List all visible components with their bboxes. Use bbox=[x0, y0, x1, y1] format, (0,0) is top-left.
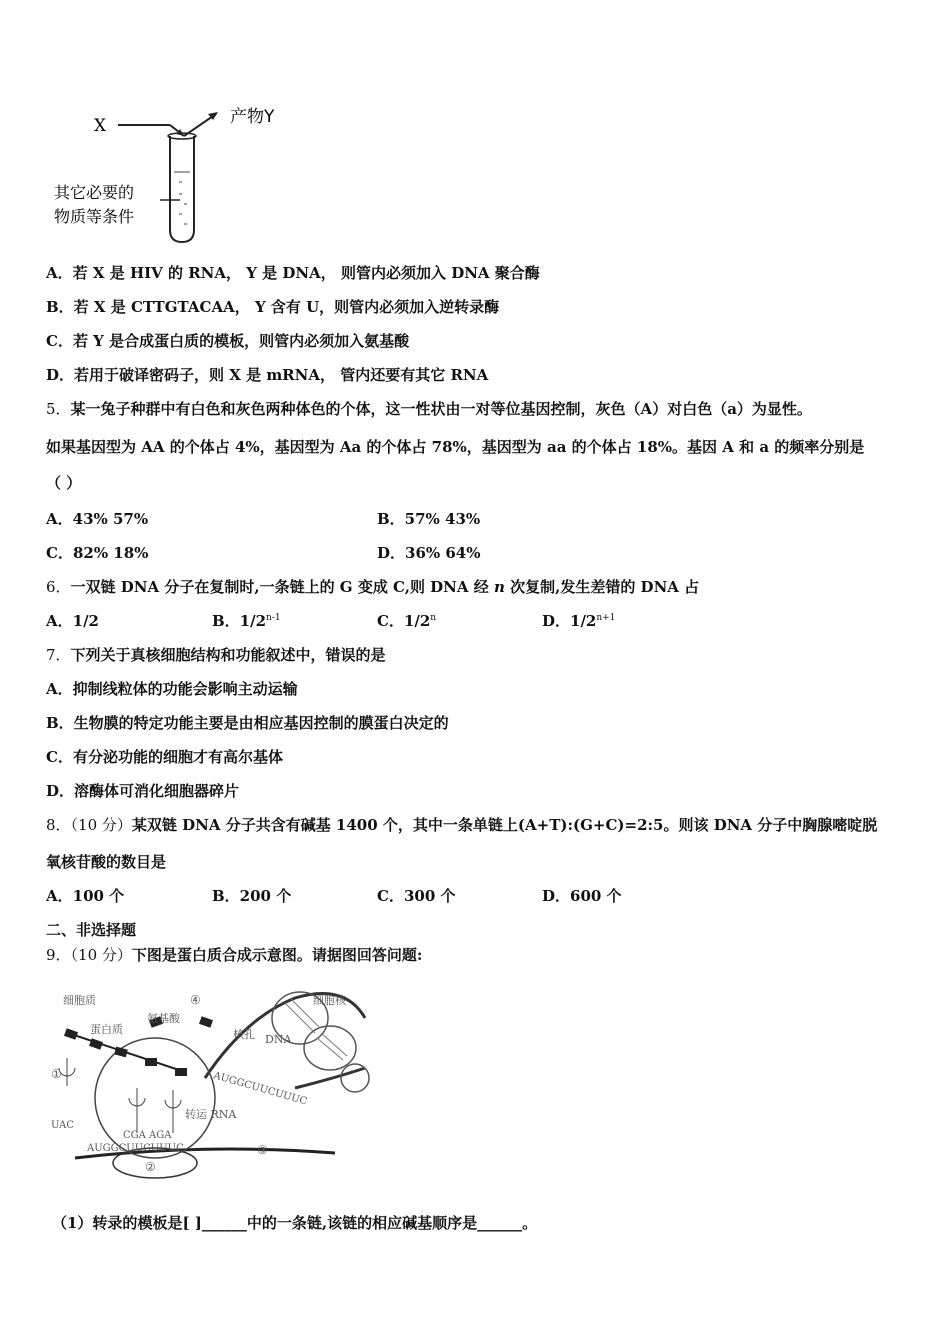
q7-stem-text: 下列关于真核细胞结构和功能叙述中，错误的是 bbox=[70, 646, 386, 664]
fig-label-amino-acid: 氨基酸 bbox=[147, 1012, 180, 1025]
fig-label-uac: UAC bbox=[51, 1120, 74, 1131]
q4-option-b: B．若 X 是 CTTGTACAA， Y 含有 U，则管内必须加入逆转录酶 bbox=[46, 298, 500, 316]
q7-stem bbox=[46, 644, 386, 665]
q8-option-a: A．100 个 bbox=[46, 887, 125, 905]
fig-label-dna: DNA bbox=[265, 1033, 292, 1046]
q8-stem-line-2: 氧核苷酸的数目是 bbox=[46, 853, 167, 871]
q7-option-c: C．有分泌功能的细胞才有高尔基体 bbox=[46, 748, 283, 766]
q6-stem-pre: 一双链 DNA 分子在复制时,一条链上的 G 变成 C,则 DNA 经 bbox=[70, 578, 494, 596]
q6-stem bbox=[46, 576, 699, 597]
q8-option-d: D．600 个 bbox=[542, 887, 622, 905]
q6-option-a: A．1/2 bbox=[46, 612, 99, 630]
q9-number: 9． bbox=[46, 946, 71, 964]
q6-option-b-text: B．1/2 bbox=[212, 612, 267, 630]
q9-stem bbox=[46, 944, 422, 965]
q6-stem-post: 次复制,发生差错的 DNA 占 bbox=[504, 578, 700, 596]
q5-option-a: A．43% 57% bbox=[46, 510, 149, 528]
test-tube-figure bbox=[54, 100, 340, 250]
q8-number: 8． bbox=[46, 816, 71, 834]
q6-option-b-exp: n-1 bbox=[266, 613, 281, 623]
fig-label-nuclear-pore: 核孔 bbox=[233, 1028, 255, 1041]
fig-label-num-4: ④ bbox=[190, 993, 201, 1007]
fig-label-codons-top: AUGGCUUCUUUC bbox=[212, 1070, 309, 1108]
q8-stem-line-1 bbox=[46, 814, 877, 835]
q9-subquestion-1: （1）转录的模板是[ ]______中的一条链,该链的相应碱基顺序是______。 bbox=[52, 1214, 538, 1232]
q7-option-d: D．溶酶体可消化细胞器碎片 bbox=[46, 782, 240, 800]
q7-option-b: B．生物膜的特定功能主要是由相应基因控制的膜蛋白决定的 bbox=[46, 714, 449, 732]
fig-label-num-2: ② bbox=[145, 1160, 156, 1174]
protein-synthesis-figure bbox=[45, 978, 375, 1188]
q5-number: 5． bbox=[46, 400, 71, 418]
q5-stem-line-2: 如果基因型为 AA 的个体占 4%，基因型为 Aa 的个体占 78%，基因型为 aa 的个体占 18%。基因 A 和 a 的频率分别是 bbox=[46, 438, 865, 456]
q6-option-d-text: D．1/2 bbox=[542, 612, 597, 630]
q5-paren: （ ） bbox=[46, 474, 82, 492]
fig-label-trna: 转运 RNA bbox=[185, 1108, 237, 1121]
q6-option-d bbox=[542, 610, 615, 631]
q7-number: 7． bbox=[46, 646, 71, 664]
fig-label-protein: 蛋白质 bbox=[90, 1023, 123, 1036]
fig-label-cytoplasm: 细胞质 bbox=[63, 994, 96, 1007]
fig-label-codons-bottom: AUGGCUUCUUUC bbox=[87, 1143, 184, 1154]
q6-option-d-exp: n+1 bbox=[596, 613, 616, 623]
fig-label-nucleus: 细胞核 bbox=[313, 994, 346, 1007]
q4-option-a: A．若 X 是 HIV 的 RNA， Y 是 DNA， 则管内必须加入 DNA 聚合酶 bbox=[46, 264, 540, 282]
q5-stem-line-1 bbox=[46, 398, 812, 419]
figure-label-conditions-2: 物质等条件 bbox=[54, 207, 135, 226]
q6-option-c bbox=[377, 610, 436, 631]
section-title: 二、非选择题 bbox=[46, 921, 137, 939]
q9-score: （10 分） bbox=[70, 946, 132, 964]
q9-stem-text: 下图是蛋白质合成示意图。请据图回答问题: bbox=[131, 946, 423, 964]
q8-option-c: C．300 个 bbox=[377, 887, 456, 905]
q6-number: 6． bbox=[46, 578, 71, 596]
fig-label-anticodons: CGA AGA bbox=[123, 1130, 172, 1141]
q4-option-d: D．若用于破译密码子，则 X 是 mRNA， 管内还要有其它 RNA bbox=[46, 366, 489, 384]
q8-score: （10 分） bbox=[70, 816, 132, 834]
q8-option-b: B．200 个 bbox=[212, 887, 292, 905]
q8-stem-1: 某双链 DNA 分子共含有碱基 1400 个，其中一条单链上(A+T):(G+C)=2:5。则该 DNA 分子中胸腺嘧啶脱 bbox=[131, 816, 878, 834]
q6-option-b bbox=[212, 610, 281, 631]
q6-option-c-text: C．1/2 bbox=[377, 612, 431, 630]
q4-option-c: C．若 Y 是合成蛋白质的模板，则管内必须加入氨基酸 bbox=[46, 332, 410, 350]
q5-option-c: C．82% 18% bbox=[46, 544, 149, 562]
figure-label-product: 产物Y bbox=[230, 107, 275, 127]
figure-label-conditions-1: 其它必要的 bbox=[54, 183, 135, 202]
q6-option-c-exp: n bbox=[430, 613, 437, 623]
q5-option-d: D．36% 64% bbox=[377, 544, 481, 562]
fig-label-num-1: ① bbox=[51, 1067, 62, 1081]
q5-option-b: B．57% 43% bbox=[377, 510, 481, 528]
figure-label-x: X bbox=[94, 116, 107, 136]
fig-label-num-3: ③ bbox=[257, 1143, 268, 1157]
q5-stem-1: 某一兔子种群中有白色和灰色两种体色的个体，这一性状由一对等位基因控制，灰色（A）对白色（a）为显性。 bbox=[70, 400, 812, 418]
q6-stem-var: n bbox=[493, 578, 505, 596]
q7-option-a: A．抑制线粒体的功能会影响主动运输 bbox=[46, 680, 298, 698]
